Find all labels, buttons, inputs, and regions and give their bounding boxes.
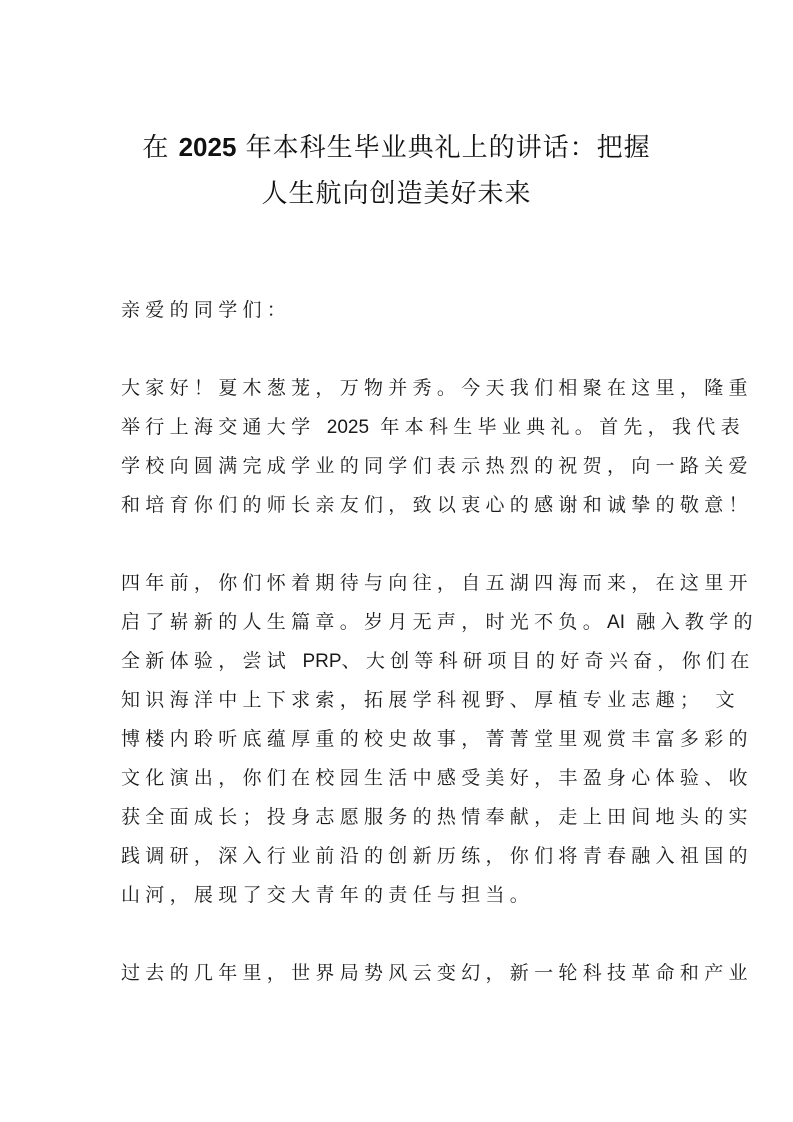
document-body xyxy=(121,291,758,1032)
text-line: 过去的几年里，世界局势风云变幻，新一轮科技革命和产业 xyxy=(121,962,753,984)
paragraph-3 xyxy=(121,954,753,993)
text-line: 四年前，你们怀着期待与向往，自五湖四海而来，在这里开 xyxy=(121,572,753,594)
text-line: 启了崭新的人生篇章。岁月无声，时光不负。AI 融入教学的 xyxy=(121,611,758,633)
document-title xyxy=(100,124,693,217)
title-line-2: 人生航向创造美好未来 xyxy=(261,179,532,209)
title-line-1: 在 2025 年本科生毕业典礼上的讲话：把握 xyxy=(142,132,651,163)
paragraph-2 xyxy=(121,564,758,915)
text-line: 博楼内聆听底蕴厚重的校史故事，菁菁堂里观赏丰富多彩的 xyxy=(121,728,753,750)
salutation: 亲爱的同学们： xyxy=(121,299,292,321)
text-line: 获全面成长；投身志愿服务的热情奉献，走上田间地头的实 xyxy=(121,806,753,828)
text-line: 践调研，深入行业前沿的创新历练，你们将青春融入祖国的 xyxy=(121,845,753,867)
text-line: 山河，展现了交大青年的责任与担当。 xyxy=(121,884,535,906)
text-line: 知识海洋中上下求索，拓展学科视野、厚植专业志趣； 文 xyxy=(121,689,740,711)
text-line: 和培育你们的师长亲友们，致以衷心的感谢和诚挚的敬意！ xyxy=(121,494,753,516)
text-line: 学校向圆满完成学业的同学们表示热烈的祝贺，向一路关爱 xyxy=(121,455,753,477)
text-line: 大家好！夏木葱茏，万物并秀。今天我们相聚在这里，隆重 xyxy=(121,377,753,399)
text-line: 文化演出，你们在校园生活中感受美好，丰盈身心体验、收 xyxy=(121,767,753,789)
text-line: 举行上海交通大学 2025 年本科生毕业典礼。首先，我代表 xyxy=(121,416,745,438)
paragraph-1 xyxy=(121,369,753,525)
text-line: 全新体验，尝试 PRP、大创等科研项目的好奇兴奋，你们在 xyxy=(121,650,755,672)
